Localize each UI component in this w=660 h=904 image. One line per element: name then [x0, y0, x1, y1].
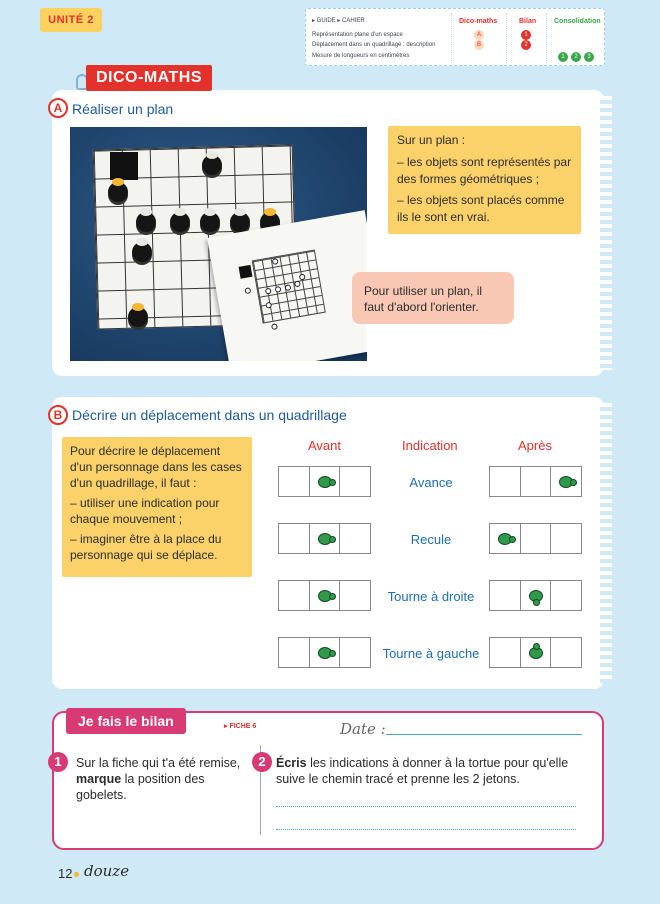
mini-circle: [244, 287, 251, 294]
before-strip: [278, 580, 371, 611]
movement-note-intro-text: Pour décrire le déplacement d'un personnage dans les cases d'un quadrillage,: [70, 444, 242, 490]
turtle-icon: [529, 647, 543, 659]
col-indication-header: Indication: [402, 438, 458, 453]
q1-text-a: Sur la fiche qui t'a été remise,: [76, 756, 241, 770]
after-strip: [489, 466, 582, 497]
after-strip: [489, 523, 582, 554]
section-b-title: Décrire un déplacement dans un quadrillage: [72, 407, 347, 423]
bilan-badge-2: 2: [521, 40, 531, 50]
table-divider: [506, 13, 507, 63]
turtle-icon: [559, 476, 573, 488]
turtle-icon: [318, 647, 332, 659]
cup: [200, 212, 220, 232]
movement-note-intro-end: il faut :: [161, 476, 197, 490]
indication-label: Tourne à droite: [387, 589, 475, 604]
before-strip: [278, 637, 371, 668]
before-strip: [278, 523, 371, 554]
board-photo: [70, 127, 367, 361]
date-field[interactable]: [386, 734, 582, 735]
answer-line[interactable]: [276, 806, 576, 807]
fiche-reference: ▸ FICHE 6: [224, 723, 257, 730]
col-dico-maths: Dico-maths: [459, 18, 498, 25]
turtle-icon: [318, 533, 332, 545]
black-square: [110, 152, 138, 180]
skill-row-1: Représentation plane d'un espace: [312, 32, 403, 38]
orient-plan-note: Pour utiliser un plan, il faut d'abord l'orienter.: [352, 272, 514, 324]
movement-note-item: – utiliser une indication pour chaque mouvement ;: [70, 496, 220, 526]
guide-cahier-label: ▸ GUIDE ▸ CAHIER: [312, 18, 365, 24]
question-2-number: 2: [252, 752, 272, 772]
cup: [230, 212, 250, 232]
movement-note-item: – imaginer être à la place du personnage qui se déplace.: [70, 532, 222, 562]
section-a-letter: A: [48, 98, 68, 118]
conso-badge-1: 1: [558, 52, 568, 62]
indication-label: Tourne à gauche: [382, 646, 480, 661]
indication-label: Recule: [410, 532, 452, 547]
turtle-icon: [498, 533, 512, 545]
cup: [108, 182, 128, 202]
cup: [132, 242, 152, 262]
indication-label: Avance: [409, 475, 453, 490]
conso-badge-2: 2: [571, 52, 581, 62]
skills-table: [305, 8, 605, 66]
col-before-header: Avant: [308, 438, 342, 453]
plan-note-title: Sur un plan :: [397, 133, 466, 147]
dico-badge-b: B: [474, 40, 484, 50]
footer-dot: [74, 872, 79, 877]
cup: [136, 212, 156, 232]
cup: [170, 212, 190, 232]
skill-row-2: Déplacement dans un quadrillage : description: [312, 42, 436, 48]
col-consolidation: Consolidation: [554, 18, 601, 25]
plan-note-item: – les objets sont placés comme ils le sont en vrai.: [397, 193, 565, 224]
skill-row-3: Mesure de longueurs en centimètres: [312, 53, 410, 59]
section-a-title: Réaliser un plan: [72, 101, 174, 117]
paper-plan: [207, 210, 367, 361]
col-after-header: Après: [518, 438, 552, 453]
q1-verb: marque: [76, 772, 122, 786]
mini-circle: [271, 323, 278, 330]
dico-maths-title: DICO-MATHS: [86, 65, 212, 91]
turtle-icon: [318, 590, 332, 602]
q1-text-b: la position des gobelets.: [76, 772, 205, 802]
question-1-text: [76, 755, 248, 803]
movement-note-intro: [70, 443, 244, 491]
page-number-word: douze: [84, 862, 130, 880]
plan-note-item: – les objets sont représentés par des formes géométriques ;: [397, 155, 572, 186]
q2-text: les indications à donner à la tortue pour qu'elle suive le chemin tracé et prenne les 2 jetons.: [276, 756, 569, 786]
date-label: Date :: [340, 720, 386, 738]
unit-tag: UNITÉ 2: [40, 8, 102, 32]
turtle-icon: [318, 476, 332, 488]
bilan-title: Je fais le bilan: [66, 708, 186, 734]
cup: [128, 307, 148, 327]
bilan-badge-1: 1: [521, 30, 531, 40]
answer-line[interactable]: [276, 829, 576, 830]
q2-verb: Écris: [276, 756, 307, 770]
table-divider: [451, 13, 452, 63]
after-strip: [489, 637, 582, 668]
question-2-text: [276, 755, 582, 787]
perforated-edge: [600, 96, 612, 370]
perforated-edge: [600, 403, 612, 683]
movement-note: [62, 437, 252, 577]
conso-badge-3: 3: [584, 52, 594, 62]
col-bilan: Bilan: [519, 18, 537, 25]
dico-badge-a: A: [474, 30, 484, 40]
table-divider: [546, 13, 547, 63]
mini-black-square: [239, 265, 253, 279]
after-strip: [489, 580, 582, 611]
question-1-number: 1: [48, 752, 68, 772]
before-strip: [278, 466, 371, 497]
section-b-letter: B: [48, 405, 68, 425]
page-number: 12: [58, 866, 73, 881]
turtle-icon: [529, 590, 543, 602]
cup: [202, 155, 222, 175]
plan-definition-note: [388, 126, 581, 234]
